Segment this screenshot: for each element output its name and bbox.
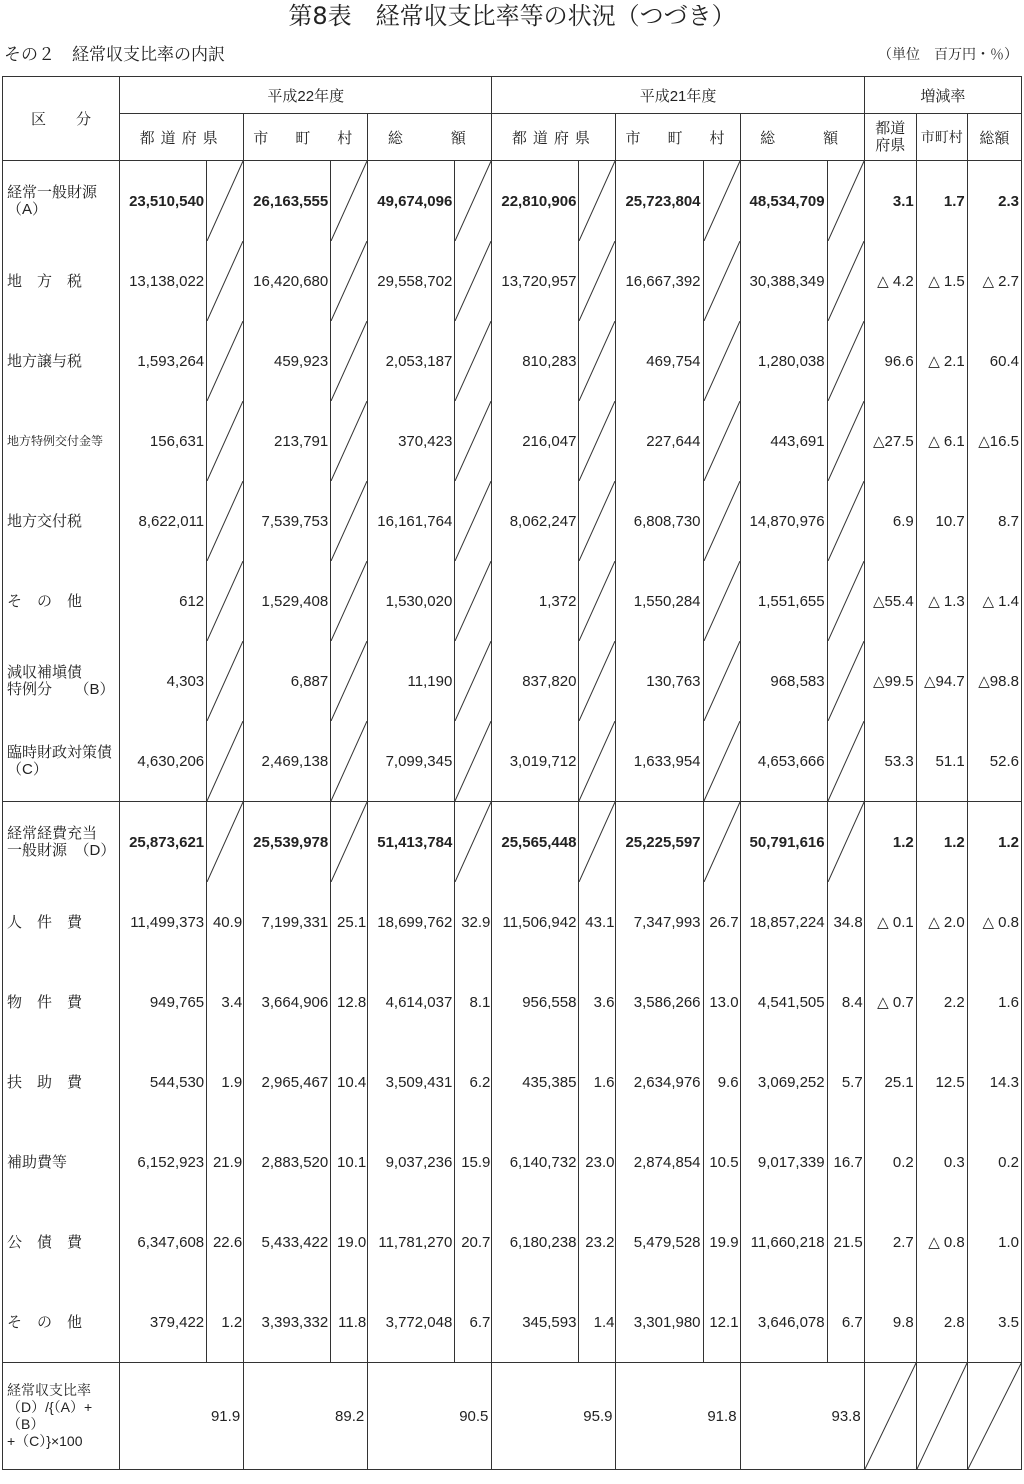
rate-cell: 0.2 xyxy=(967,1122,1021,1202)
row-label: 経常収支比率 （D）/{（A）+（B） +（C）}×100 xyxy=(3,1363,120,1470)
value-cell: 810,283 xyxy=(492,321,579,401)
diagonal-cell xyxy=(703,481,740,561)
value-cell: 49,674,096 xyxy=(368,161,455,242)
diagonal-cell xyxy=(967,1363,1021,1470)
value-cell: 18,699,762 xyxy=(368,882,455,962)
percent-cell: 1.2 xyxy=(207,1282,244,1363)
rate-cell: △ 2.7 xyxy=(967,241,1021,321)
value-cell: 25,873,621 xyxy=(120,802,207,883)
diagonal-cell xyxy=(207,241,244,321)
value-cell: 612 xyxy=(120,561,207,641)
diagonal-cell xyxy=(916,1363,967,1470)
header-rate-pref: 都道 府県 xyxy=(864,114,916,161)
diagonal-cell xyxy=(455,641,492,721)
rate-cell: △16.5 xyxy=(967,401,1021,481)
value-cell: 11,781,270 xyxy=(368,1202,455,1282)
percent-cell: 26.7 xyxy=(703,882,740,962)
table-row xyxy=(3,721,1022,802)
value-cell: 1,372 xyxy=(492,561,579,641)
page-title: 第8表 経常収支比率等の状況（つづき） xyxy=(288,2,736,30)
rate-cell: 52.6 xyxy=(967,721,1021,802)
table-row xyxy=(3,1122,1022,1202)
diagonal-cell xyxy=(579,401,616,481)
rate-cell: 1.2 xyxy=(864,802,916,883)
header-h21: 平成21年度 xyxy=(492,77,864,114)
value-cell: 1,633,954 xyxy=(616,721,703,802)
percent-cell: 6.7 xyxy=(455,1282,492,1363)
rate-cell: 0.2 xyxy=(864,1122,916,1202)
percent-cell: 21.9 xyxy=(207,1122,244,1202)
percent-cell: 6.7 xyxy=(827,1282,864,1363)
rate-cell: 3.1 xyxy=(864,161,916,242)
row-label: そ の 他 xyxy=(3,561,120,641)
diagonal-cell xyxy=(579,321,616,401)
diagonal-cell xyxy=(703,321,740,401)
diagonal-cell xyxy=(827,401,864,481)
value-cell: 2,883,520 xyxy=(244,1122,331,1202)
value-cell: 3,509,431 xyxy=(368,1042,455,1122)
value-cell: 1,529,408 xyxy=(244,561,331,641)
value-cell: 16,420,680 xyxy=(244,241,331,321)
percent-cell: 15.9 xyxy=(455,1122,492,1202)
percent-cell: 34.8 xyxy=(827,882,864,962)
row-label: 地方交付税 xyxy=(3,481,120,561)
row-label: 補助費等 xyxy=(3,1122,120,1202)
rate-cell: 1.0 xyxy=(967,1202,1021,1282)
ratio-cell: 91.9 xyxy=(120,1363,244,1470)
percent-cell: 16.7 xyxy=(827,1122,864,1202)
value-cell: 1,280,038 xyxy=(740,321,827,401)
value-cell: 3,646,078 xyxy=(740,1282,827,1363)
rate-cell: △55.4 xyxy=(864,561,916,641)
diagonal-cell xyxy=(703,401,740,481)
diagonal-cell xyxy=(827,802,864,883)
rate-cell: 51.1 xyxy=(916,721,967,802)
rate-cell: 12.5 xyxy=(916,1042,967,1122)
diagonal-cell xyxy=(207,721,244,802)
ratio-breakdown-table xyxy=(2,76,1022,1470)
rate-cell: △99.5 xyxy=(864,641,916,721)
value-cell: 7,099,345 xyxy=(368,721,455,802)
header-rate-muni: 市町村 xyxy=(916,114,967,161)
rate-cell: 6.9 xyxy=(864,481,916,561)
value-cell: 6,808,730 xyxy=(616,481,703,561)
value-cell: 29,558,702 xyxy=(368,241,455,321)
header-h22: 平成22年度 xyxy=(120,77,492,114)
percent-cell: 1.4 xyxy=(579,1282,616,1363)
table-row xyxy=(3,401,1022,481)
value-cell: 6,347,608 xyxy=(120,1202,207,1282)
diagonal-cell xyxy=(207,641,244,721)
value-cell: 8,622,011 xyxy=(120,481,207,561)
value-cell: 2,053,187 xyxy=(368,321,455,401)
value-cell: 3,664,906 xyxy=(244,962,331,1042)
diagonal-cell xyxy=(827,161,864,242)
diagonal-cell xyxy=(331,561,368,641)
value-cell: 968,583 xyxy=(740,641,827,721)
table-row xyxy=(3,882,1022,962)
diagonal-cell xyxy=(455,161,492,242)
diagonal-cell xyxy=(455,321,492,401)
diagonal-cell xyxy=(703,161,740,242)
unit-label: （単位 百万円・％） xyxy=(878,47,1018,63)
value-cell: 379,422 xyxy=(120,1282,207,1363)
value-cell: 3,019,712 xyxy=(492,721,579,802)
diagonal-cell xyxy=(331,802,368,883)
rate-cell: △ 1.3 xyxy=(916,561,967,641)
rate-cell: △ 2.1 xyxy=(916,321,967,401)
value-cell: 459,923 xyxy=(244,321,331,401)
percent-cell: 25.1 xyxy=(331,882,368,962)
rate-cell: 25.1 xyxy=(864,1042,916,1122)
value-cell: 1,551,655 xyxy=(740,561,827,641)
rate-cell: △94.7 xyxy=(916,641,967,721)
rate-cell: 1.2 xyxy=(916,802,967,883)
table-row xyxy=(3,321,1022,401)
value-cell: 7,347,993 xyxy=(616,882,703,962)
rate-cell: △ 6.1 xyxy=(916,401,967,481)
value-cell: 6,140,732 xyxy=(492,1122,579,1202)
percent-cell: 10.5 xyxy=(703,1122,740,1202)
table-row xyxy=(3,1202,1022,1282)
value-cell: 11,506,942 xyxy=(492,882,579,962)
value-cell: 6,180,238 xyxy=(492,1202,579,1282)
value-cell: 25,539,978 xyxy=(244,802,331,883)
diagonal-cell xyxy=(455,561,492,641)
table-row xyxy=(3,161,1022,242)
header-h22-pref: 都道府県 xyxy=(120,114,244,161)
diagonal-cell xyxy=(331,321,368,401)
rate-cell: 2.8 xyxy=(916,1282,967,1363)
row-label: 公 債 費 xyxy=(3,1202,120,1282)
percent-cell: 32.9 xyxy=(455,882,492,962)
diagonal-cell xyxy=(703,241,740,321)
rate-cell: △ 0.8 xyxy=(916,1202,967,1282)
diagonal-cell xyxy=(579,241,616,321)
value-cell: 469,754 xyxy=(616,321,703,401)
row-label: 地方特例交付金等 xyxy=(3,401,120,481)
value-cell: 30,388,349 xyxy=(740,241,827,321)
value-cell: 23,510,540 xyxy=(120,161,207,242)
value-cell: 4,614,037 xyxy=(368,962,455,1042)
value-cell: 22,810,906 xyxy=(492,161,579,242)
row-label: そ の 他 xyxy=(3,1282,120,1363)
table-row xyxy=(3,561,1022,641)
value-cell: 4,541,505 xyxy=(740,962,827,1042)
diagonal-cell xyxy=(331,641,368,721)
diagonal-cell xyxy=(827,321,864,401)
diagonal-cell xyxy=(207,561,244,641)
rate-cell: 1.6 xyxy=(967,962,1021,1042)
value-cell: 25,225,597 xyxy=(616,802,703,883)
value-cell: 1,550,284 xyxy=(616,561,703,641)
header-h21-muni: 市 町 村 xyxy=(616,114,740,161)
subtitle: その２ 経常収支比率の内訳 xyxy=(4,45,225,65)
value-cell: 837,820 xyxy=(492,641,579,721)
value-cell: 544,530 xyxy=(120,1042,207,1122)
rate-cell: 9.8 xyxy=(864,1282,916,1363)
value-cell: 1,530,020 xyxy=(368,561,455,641)
diagonal-cell xyxy=(207,802,244,883)
percent-cell: 6.2 xyxy=(455,1042,492,1122)
value-cell: 50,791,616 xyxy=(740,802,827,883)
rate-cell: △ 0.8 xyxy=(967,882,1021,962)
percent-cell: 21.5 xyxy=(827,1202,864,1282)
rate-cell: △ 4.2 xyxy=(864,241,916,321)
percent-cell: 11.8 xyxy=(331,1282,368,1363)
diagonal-cell xyxy=(827,561,864,641)
diagonal-cell xyxy=(455,241,492,321)
header-h21-total: 総 額 xyxy=(740,114,864,161)
value-cell: 7,199,331 xyxy=(244,882,331,962)
value-cell: 11,660,218 xyxy=(740,1202,827,1282)
row-label: 地方譲与税 xyxy=(3,321,120,401)
percent-cell: 22.6 xyxy=(207,1202,244,1282)
percent-cell: 8.4 xyxy=(827,962,864,1042)
value-cell: 3,772,048 xyxy=(368,1282,455,1363)
diagonal-cell xyxy=(455,481,492,561)
diagonal-cell xyxy=(207,161,244,242)
header-h21-pref: 都道府県 xyxy=(492,114,616,161)
percent-cell: 23.2 xyxy=(579,1202,616,1282)
value-cell: 949,765 xyxy=(120,962,207,1042)
rate-cell: 0.3 xyxy=(916,1122,967,1202)
ratio-cell: 93.8 xyxy=(740,1363,864,1470)
value-cell: 435,385 xyxy=(492,1042,579,1122)
percent-cell: 40.9 xyxy=(207,882,244,962)
value-cell: 2,469,138 xyxy=(244,721,331,802)
rate-cell: △27.5 xyxy=(864,401,916,481)
rate-cell: 96.6 xyxy=(864,321,916,401)
percent-cell: 23.0 xyxy=(579,1122,616,1202)
percent-cell: 3.6 xyxy=(579,962,616,1042)
diagonal-cell xyxy=(331,721,368,802)
rate-cell: △ 1.4 xyxy=(967,561,1021,641)
diagonal-cell xyxy=(864,1363,916,1470)
percent-cell: 43.1 xyxy=(579,882,616,962)
diagonal-cell xyxy=(331,401,368,481)
value-cell: 1,593,264 xyxy=(120,321,207,401)
table-row xyxy=(3,241,1022,321)
value-cell: 3,301,980 xyxy=(616,1282,703,1363)
row-label: 物 件 費 xyxy=(3,962,120,1042)
percent-cell: 10.1 xyxy=(331,1122,368,1202)
percent-cell: 1.9 xyxy=(207,1042,244,1122)
rate-cell: △ 0.7 xyxy=(864,962,916,1042)
rate-cell: 3.5 xyxy=(967,1282,1021,1363)
row-label: 臨時財政対策債（C） xyxy=(3,721,120,802)
percent-cell: 12.8 xyxy=(331,962,368,1042)
value-cell: 13,138,022 xyxy=(120,241,207,321)
value-cell: 156,631 xyxy=(120,401,207,481)
value-cell: 2,634,976 xyxy=(616,1042,703,1122)
ratio-cell: 90.5 xyxy=(368,1363,492,1470)
percent-cell: 19.0 xyxy=(331,1202,368,1282)
table-row xyxy=(3,1282,1022,1363)
table-row xyxy=(3,962,1022,1042)
diagonal-cell xyxy=(207,481,244,561)
diagonal-cell xyxy=(455,721,492,802)
diagonal-cell xyxy=(207,321,244,401)
value-cell: 3,069,252 xyxy=(740,1042,827,1122)
value-cell: 16,161,764 xyxy=(368,481,455,561)
diagonal-cell xyxy=(703,641,740,721)
ratio-cell: 95.9 xyxy=(492,1363,616,1470)
value-cell: 345,593 xyxy=(492,1282,579,1363)
value-cell: 18,857,224 xyxy=(740,882,827,962)
diagonal-cell xyxy=(579,561,616,641)
value-cell: 14,870,976 xyxy=(740,481,827,561)
row-label: 扶 助 費 xyxy=(3,1042,120,1122)
percent-cell: 9.6 xyxy=(703,1042,740,1122)
row-label: 減収補塡債 特例分 （B） xyxy=(3,641,120,721)
value-cell: 13,720,957 xyxy=(492,241,579,321)
rate-cell: 8.7 xyxy=(967,481,1021,561)
value-cell: 216,047 xyxy=(492,401,579,481)
diagonal-cell xyxy=(703,561,740,641)
value-cell: 213,791 xyxy=(244,401,331,481)
table-body xyxy=(3,161,1022,1470)
header-h22-muni: 市 町 村 xyxy=(244,114,368,161)
table-row xyxy=(3,1363,1022,1470)
diagonal-cell xyxy=(579,802,616,883)
rate-cell: 10.7 xyxy=(916,481,967,561)
value-cell: 956,558 xyxy=(492,962,579,1042)
table-row xyxy=(3,802,1022,883)
percent-cell: 3.4 xyxy=(207,962,244,1042)
diagonal-cell xyxy=(455,401,492,481)
rate-cell: 1.7 xyxy=(916,161,967,242)
table-row xyxy=(3,641,1022,721)
diagonal-cell xyxy=(827,641,864,721)
value-cell: 9,017,339 xyxy=(740,1122,827,1202)
percent-cell: 5.7 xyxy=(827,1042,864,1122)
table-row xyxy=(3,1042,1022,1122)
rate-cell: 60.4 xyxy=(967,321,1021,401)
value-cell: 130,763 xyxy=(616,641,703,721)
diagonal-cell xyxy=(827,241,864,321)
percent-cell: 8.1 xyxy=(455,962,492,1042)
rate-cell: △ 1.5 xyxy=(916,241,967,321)
percent-cell: 12.1 xyxy=(703,1282,740,1363)
value-cell: 25,723,804 xyxy=(616,161,703,242)
rate-cell: △ 2.0 xyxy=(916,882,967,962)
percent-cell: 10.4 xyxy=(331,1042,368,1122)
value-cell: 4,653,666 xyxy=(740,721,827,802)
diagonal-cell xyxy=(579,161,616,242)
value-cell: 227,644 xyxy=(616,401,703,481)
value-cell: 26,163,555 xyxy=(244,161,331,242)
value-cell: 3,586,266 xyxy=(616,962,703,1042)
value-cell: 4,303 xyxy=(120,641,207,721)
diagonal-cell xyxy=(827,721,864,802)
diagonal-cell xyxy=(331,481,368,561)
diagonal-cell xyxy=(579,481,616,561)
row-label: 経常一般財源（A） xyxy=(3,161,120,242)
table-row xyxy=(3,481,1022,561)
percent-cell: 13.0 xyxy=(703,962,740,1042)
value-cell: 8,062,247 xyxy=(492,481,579,561)
value-cell: 7,539,753 xyxy=(244,481,331,561)
header-rate-total: 総額 xyxy=(967,114,1021,161)
ratio-cell: 89.2 xyxy=(244,1363,368,1470)
diagonal-cell xyxy=(207,401,244,481)
value-cell: 5,479,528 xyxy=(616,1202,703,1282)
percent-cell: 19.9 xyxy=(703,1202,740,1282)
value-cell: 5,433,422 xyxy=(244,1202,331,1282)
diagonal-cell xyxy=(331,161,368,242)
value-cell: 6,887 xyxy=(244,641,331,721)
diagonal-cell xyxy=(703,721,740,802)
rate-cell: 14.3 xyxy=(967,1042,1021,1122)
diagonal-cell xyxy=(455,802,492,883)
diagonal-cell xyxy=(579,721,616,802)
value-cell: 51,413,784 xyxy=(368,802,455,883)
header-rate: 増減率 xyxy=(864,77,1021,114)
value-cell: 11,499,373 xyxy=(120,882,207,962)
ratio-cell: 91.8 xyxy=(616,1363,740,1470)
value-cell: 4,630,206 xyxy=(120,721,207,802)
row-label: 経常経費充当 一般財源 （D） xyxy=(3,802,120,883)
row-label: 人 件 費 xyxy=(3,882,120,962)
diagonal-cell xyxy=(827,481,864,561)
value-cell: 9,037,236 xyxy=(368,1122,455,1202)
rate-cell: 1.2 xyxy=(967,802,1021,883)
value-cell: 48,534,709 xyxy=(740,161,827,242)
value-cell: 11,190 xyxy=(368,641,455,721)
header-category: 区 分 xyxy=(3,77,120,161)
diagonal-cell xyxy=(579,641,616,721)
percent-cell: 20.7 xyxy=(455,1202,492,1282)
value-cell: 6,152,923 xyxy=(120,1122,207,1202)
rate-cell: △98.8 xyxy=(967,641,1021,721)
value-cell: 370,423 xyxy=(368,401,455,481)
header-h22-total: 総 額 xyxy=(368,114,492,161)
diagonal-cell xyxy=(331,241,368,321)
rate-cell: △ 0.1 xyxy=(864,882,916,962)
rate-cell: 2.7 xyxy=(864,1202,916,1282)
row-label: 地 方 税 xyxy=(3,241,120,321)
value-cell: 3,393,332 xyxy=(244,1282,331,1363)
rate-cell: 2.3 xyxy=(967,161,1021,242)
value-cell: 25,565,448 xyxy=(492,802,579,883)
diagonal-cell xyxy=(703,802,740,883)
value-cell: 2,874,854 xyxy=(616,1122,703,1202)
value-cell: 2,965,467 xyxy=(244,1042,331,1122)
rate-cell: 53.3 xyxy=(864,721,916,802)
value-cell: 16,667,392 xyxy=(616,241,703,321)
value-cell: 443,691 xyxy=(740,401,827,481)
rate-cell: 2.2 xyxy=(916,962,967,1042)
percent-cell: 1.6 xyxy=(579,1042,616,1122)
